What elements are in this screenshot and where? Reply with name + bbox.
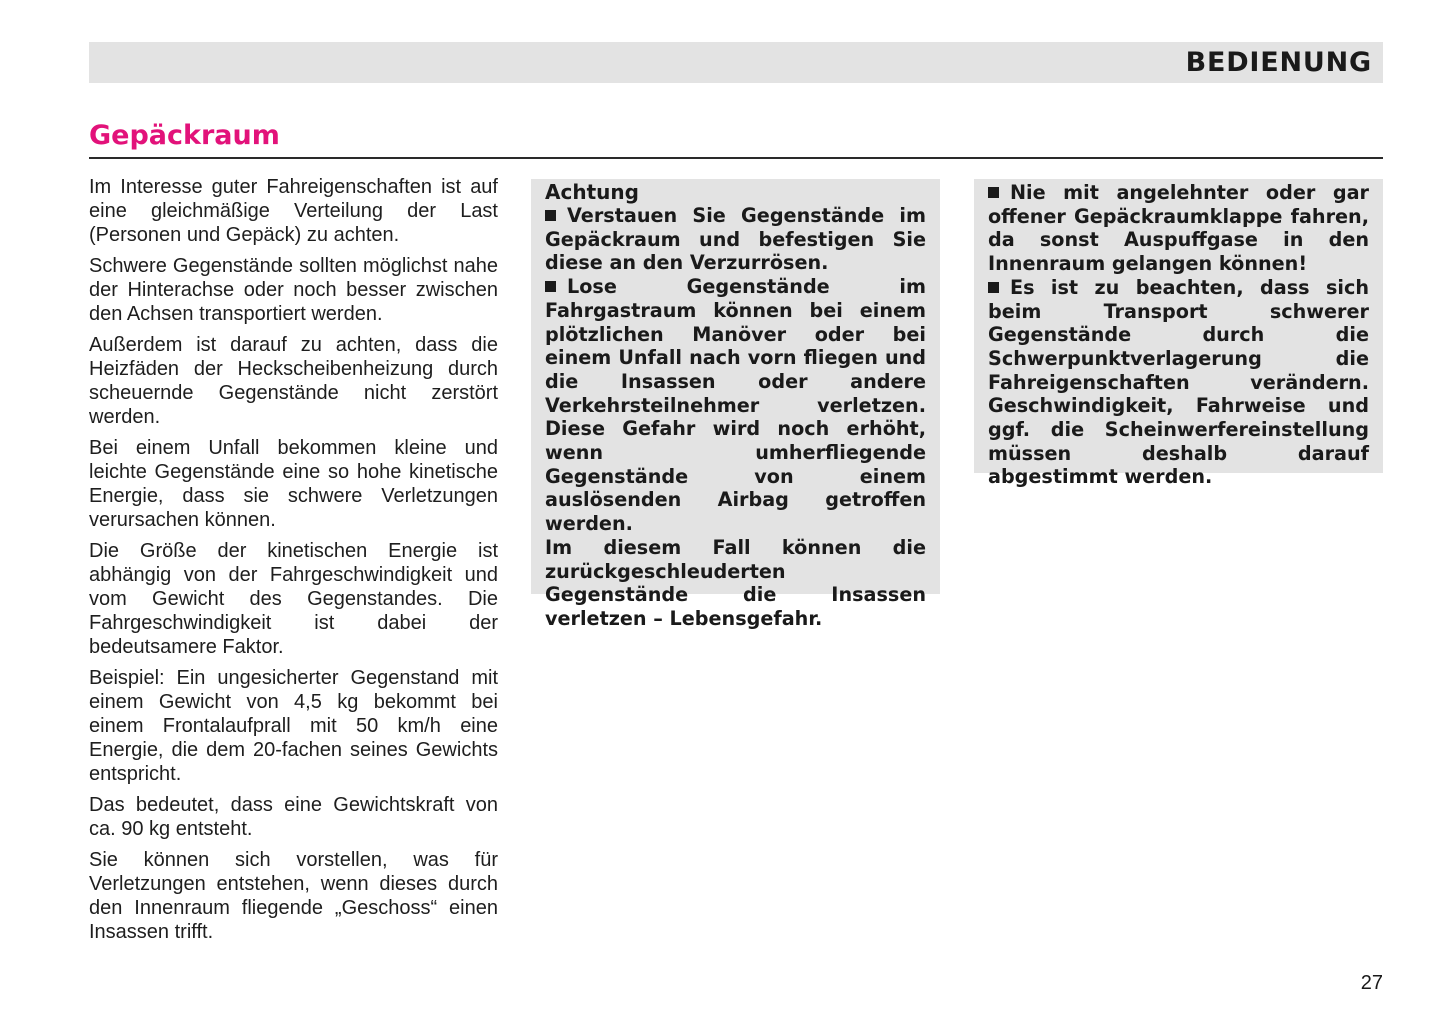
warning-heading: Achtung [545, 180, 639, 204]
warning-item-text: Nie mit angelehnter oder gar offener Gepäckraumklappe fahren, da sonst Auspuffgase in den Innenraum gelangen können! [988, 181, 1369, 276]
body-paragraph: Sie können sich vorstellen, was für Verletzungen entstehen, wenn dieses durch den Innenraum fliegende „Geschoss“ einen Insassen trifft. [89, 849, 498, 943]
warning-box-continued [974, 179, 1383, 489]
section-header-bar [89, 42, 1383, 83]
square-bullet-icon [988, 282, 999, 293]
title-divider [89, 157, 1383, 159]
warning-item-text: Es ist zu beachten, dass sich beim Transport schwerer Gegenstände durch die Schwerpunktverlagerung die Fahreigenschaften verändern. Geschwindigkeit, Fahrweise und ggf. die Scheinwerfereinstellung müssen deshalb darauf abgestimmt werden. [988, 275, 1369, 489]
warning-item [988, 276, 1369, 489]
body-paragraph: Schwere Gegenstände sollten möglichst nahe der Hinterachse oder noch besser zwischen den Achsen transportiert werden. [89, 255, 498, 325]
square-bullet-icon [988, 187, 999, 198]
warning-item-text: Lose Gegenstände im Fahrgastraum können bei einem plötzlichen Manöver oder bei einem Unfall nach vorn fliegen und die Insassen oder andere Verkehrsteilnehmer verletzen. Diese Gefahr wird noch erhöht, wenn umherfliegende Gegenstände von einem auslösenden Airbag getroffen werden. [545, 275, 926, 536]
warning-box-achtung [531, 179, 940, 630]
warning-item [988, 181, 1369, 276]
body-paragraph: Außerdem ist darauf zu achten, dass die Heizfäden der Heckscheibenheizung durch scheuernde Gegenstände nicht zerstört werden. [89, 334, 498, 428]
body-paragraph: Im Interesse guter Fahreigenschaften ist auf eine gleichmäßige Verteilung der Last (Personen und Gepäck) zu achten. [89, 176, 498, 246]
body-paragraph: Die Größe der kinetischen Energie ist abhängig von der Fahrgeschwindigkeit und vom Gewicht des Gegenstandes. Die Fahrgeschwindigkeit ist dabei der bedeutsamere Faktor. [89, 540, 498, 658]
section-title: BEDIENUNG [1185, 47, 1372, 78]
body-paragraph: Bei einem Unfall bekommen kleine und leichte Gegenstände eine so hohe kinetische Energie, dass sie schwere Verletzungen verursachen können. [89, 437, 498, 531]
main-text-column [89, 175, 498, 951]
page-number: 27 [1360, 972, 1383, 994]
warning-item-text: Verstauen Sie Gegenstände im Gepäckraum und befestigen Sie diese an den Verzurrösen. [545, 204, 926, 275]
body-paragraph: Das bedeutet, dass eine Gewichtskraft von ca. 90 kg entsteht. [89, 794, 498, 840]
page-title: Gepäckraum [89, 120, 280, 151]
body-paragraph: Beispiel: Ein ungesicherter Gegenstand mit einem Gewicht von 4,5 kg bekommt bei einem Frontalaufprall mit 50 km/h eine Energie, die dem 20-fachen seines Gewichts entspricht. [89, 667, 498, 785]
square-bullet-icon [545, 281, 556, 292]
warning-item [545, 275, 926, 536]
warning-closing: Im diesem Fall können die zurückgeschleuderten Gegenstände die Insassen verletzen – Lebensgefahr. [545, 535, 926, 630]
warning-item [545, 204, 926, 275]
square-bullet-icon [545, 210, 556, 221]
